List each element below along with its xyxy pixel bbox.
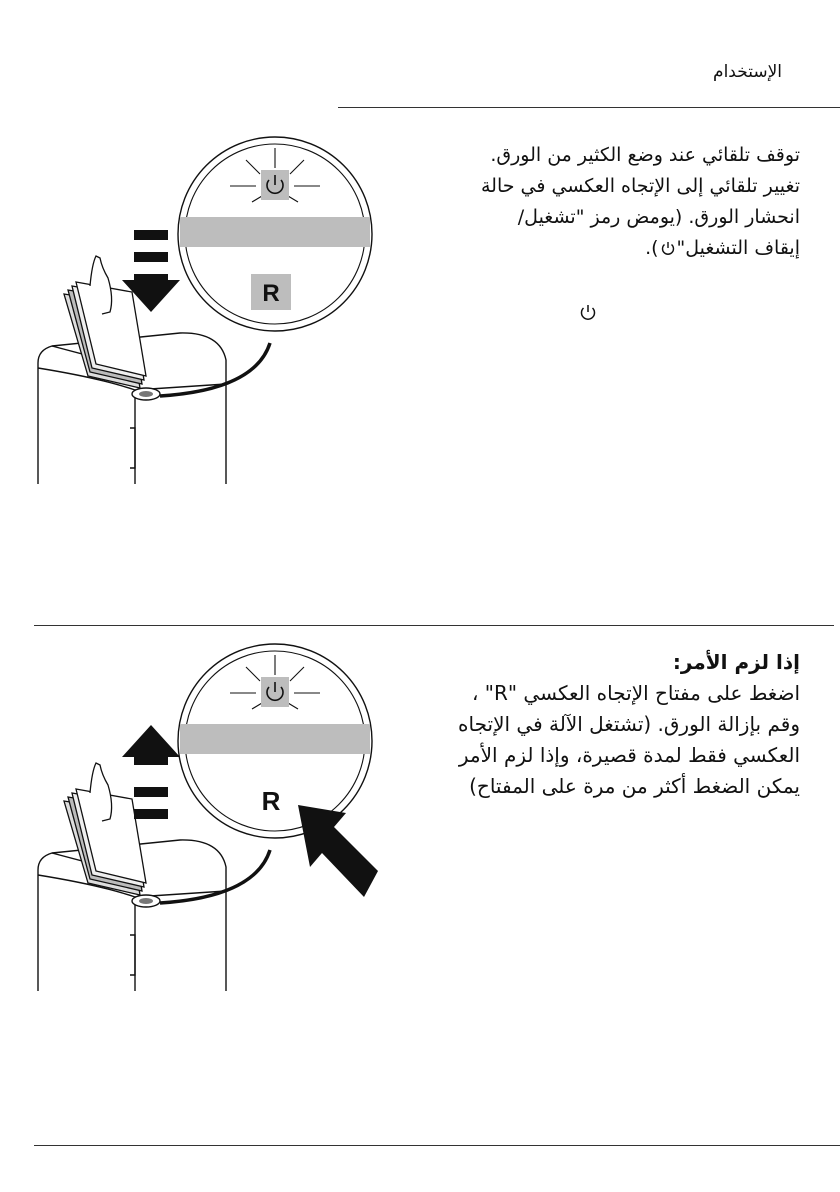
- section1-text: [481, 140, 800, 264]
- power-icon: [578, 302, 598, 322]
- reverse-key-label: R: [262, 280, 280, 307]
- footer-divider: [34, 1145, 840, 1146]
- shredder-illustration-feed: [30, 128, 380, 488]
- section1-line-1: توقف تلقائي عند وضع الكثير من الورق.: [490, 144, 800, 166]
- section2-line-2: وقم بإزالة الورق. (تشتغل الآلة في الإتجاه: [458, 712, 800, 736]
- reverse-key-label: R: [261, 786, 281, 816]
- header-divider: [338, 107, 840, 108]
- section2-text: [458, 647, 800, 802]
- control-panel-magnifier: [178, 137, 372, 331]
- section1-line-2: تغيير تلقائي إلى الإتجاه العكسي في حالة: [480, 175, 800, 197]
- section-divider: [34, 625, 834, 626]
- section1-line-4-text: إيقاف التشغيل": [676, 237, 800, 259]
- section1-line-4-suffix: ).: [645, 237, 659, 259]
- page-header-title: الإستخدام: [713, 62, 782, 82]
- shredder-illustration-reverse: [30, 635, 390, 995]
- section1-line-3: انحشار الورق. (يومض رمز "تشغيل/: [517, 206, 800, 228]
- control-panel-magnifier: [178, 644, 372, 838]
- press-arrow-icon: [298, 805, 378, 897]
- section2-line-1: اضغط على مفتاح الإتجاه العكسي "R" ،: [471, 681, 800, 705]
- section2-line-3: العكسي فقط لمدة قصيرة، وإذا لزم الأمر: [458, 743, 800, 767]
- section2-heading: إذا لزم الأمر:: [672, 650, 800, 674]
- power-icon: [660, 240, 676, 256]
- section1-line-4: [481, 233, 800, 264]
- section2-line-4: يمكن الضغط أكثر من مرة على المفتاح): [469, 774, 800, 798]
